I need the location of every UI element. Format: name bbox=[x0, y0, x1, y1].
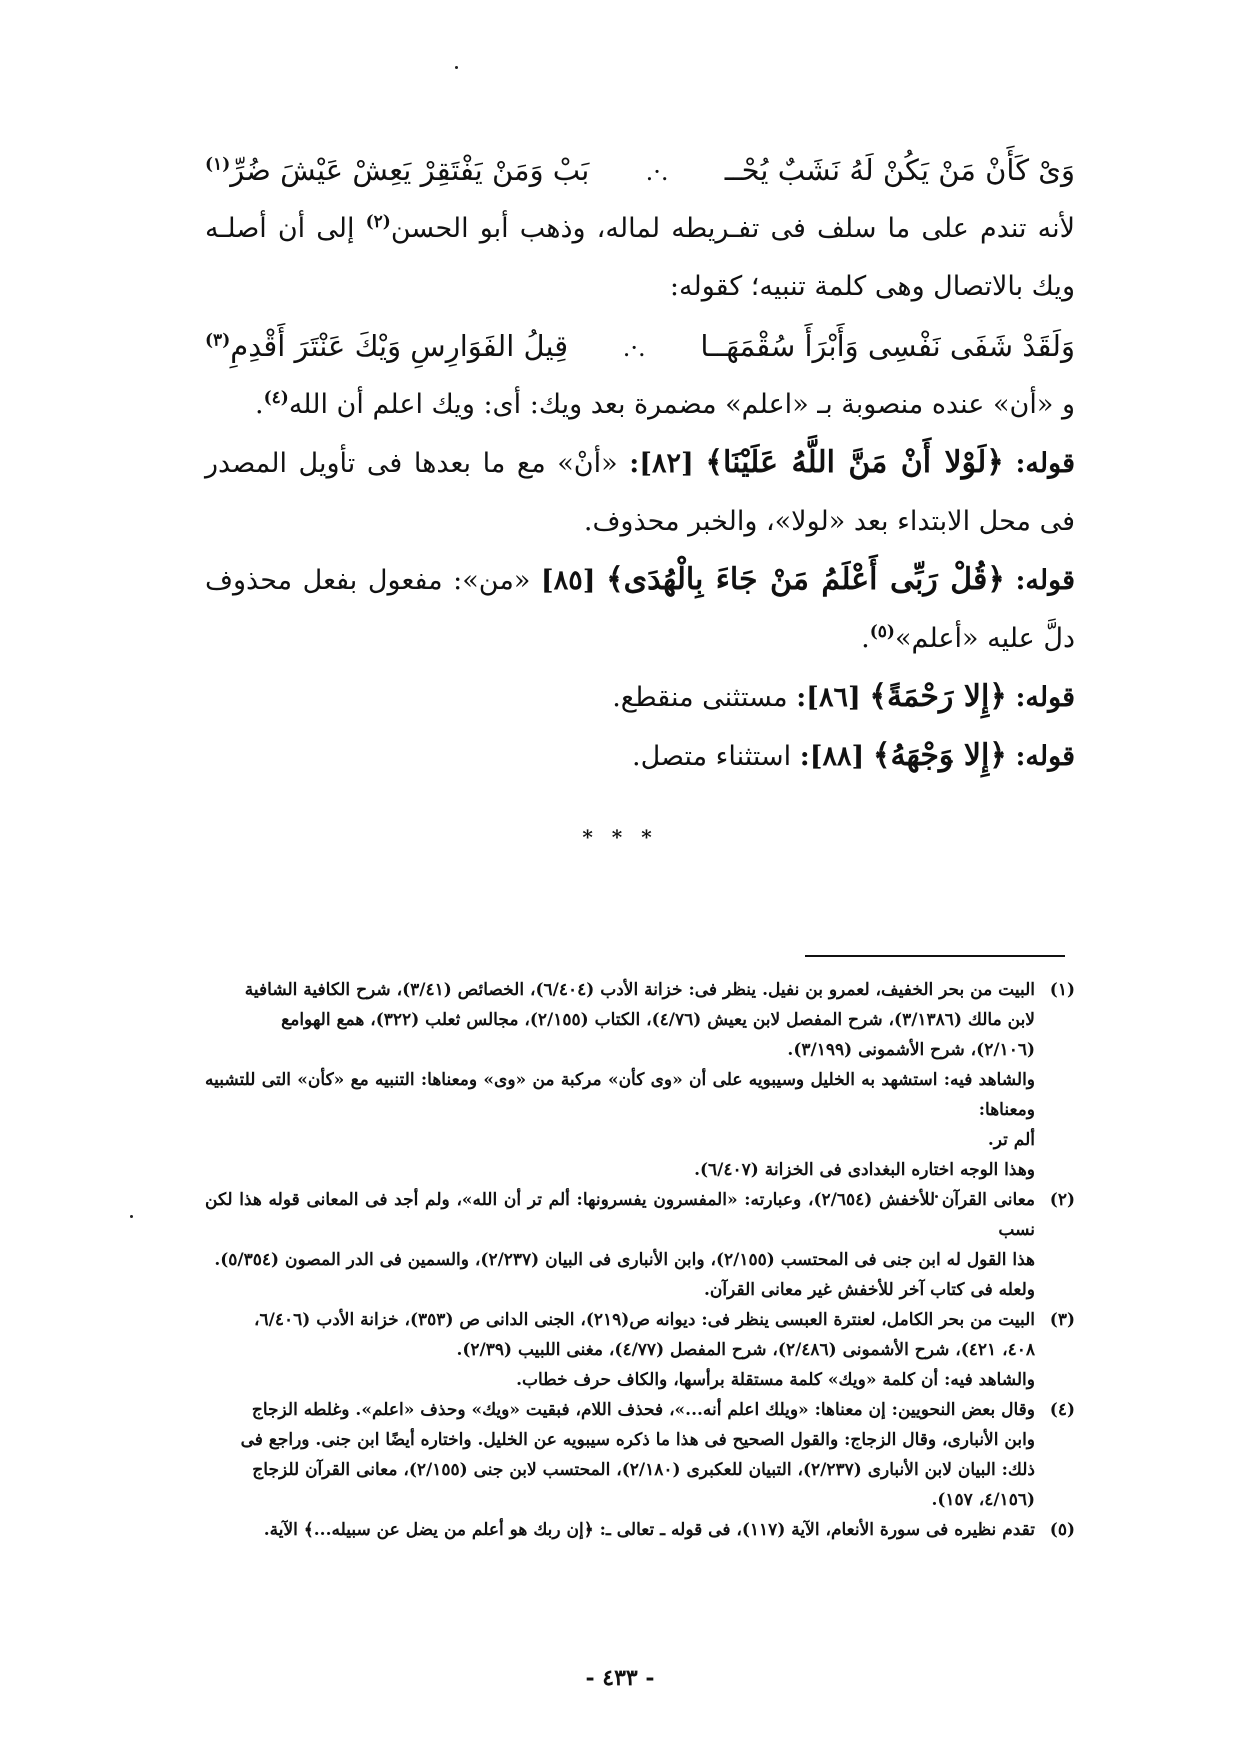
footnote-body bbox=[205, 1155, 1035, 1185]
paragraph-end: . bbox=[254, 389, 264, 420]
footnote-line: هذا القول له ابن جنى فى المحتسب (٢/١٥٥)، وابن الأنبارى فى البيان (٢/٢٣٧)، والسمين فى الدر المصون (٥/٣٥٤). bbox=[214, 1250, 1035, 1270]
footnote-line: وابن الأنبارى، وقال الزجاج: والقول الصحيح فى هذا ما ذكره سيبويه عن الخليل. واختاره أيضًا ابن جنى. وراجع فى bbox=[240, 1430, 1035, 1450]
paragraph-text: إلى أن أصلـه ويك بالاتصال وهى كلمة تنبيه؛ كقوله: bbox=[205, 213, 1075, 302]
footnote-marker: (٥) bbox=[869, 622, 895, 642]
paragraph-text: و «أن» عنده منصوبة بـ «اعلم» مضمرة بعد ويك: أى: ويك اعلم أن الله bbox=[288, 389, 1075, 420]
commentary-text: «أنْ» مع ما بعدها فى تأويل المصدر فى محل الابتداء بعد «لولا»، والخبر محذوف. bbox=[205, 448, 1075, 537]
footnote-number: (٣) bbox=[1049, 1310, 1075, 1330]
commentary-text: استثناء متصل. bbox=[632, 741, 800, 772]
quran-quote: ﴿إِلا وَجْهَهُ﴾ bbox=[872, 738, 1007, 773]
verse-separator: .·. bbox=[622, 334, 646, 362]
footnote-line: ٤٠٨، ٤٢١)، شرح الأشمونى (٢/٤٨٦)، شرح المفصل (٤/٧٧)، مغنى اللبيب (٢/٣٩). bbox=[456, 1340, 1035, 1360]
qawluhu-label: قوله: bbox=[1015, 448, 1075, 479]
footnote-1 bbox=[205, 975, 1075, 1065]
commentary-verse-82 bbox=[205, 434, 1075, 551]
verse-left-hemistich bbox=[205, 140, 589, 200]
paragraph-an bbox=[205, 376, 1075, 434]
footnote-line: البيت من بحر الخفيف، لعمرو بن نفيل. ينظر فى: خزانة الأدب (٦/٤٠٤)، الخصائص (٣/٤١)، شرح الكافية الشافية bbox=[244, 980, 1035, 1000]
footnote-line: لابن مالك (٣/١٣٨٦)، شرح المفصل لابن يعيش (٤/٧٦)، الكتاب (٢/١٥٥)، مجالس ثعلب (٣٢٢)، همع الهوامع bbox=[281, 1010, 1035, 1030]
footnote-marker: (٣) bbox=[205, 330, 231, 351]
verse-separator: .·. bbox=[645, 158, 669, 186]
paragraph-end: . bbox=[861, 623, 870, 654]
footnote-line: والشاهد فيه: استشهد به الخليل وسيبويه على أن «وى كأن» مركبة من «وى» ومعناها: التنبيه مع «كأن» التى للتشبيه ومعناها: bbox=[205, 1070, 1035, 1120]
footnote-rule bbox=[805, 955, 1065, 957]
poetry-verse-1 bbox=[205, 140, 1075, 200]
verse-right-hemistich: وَلَقَدْ شَفَى نَفْسِى وَأَبْرَأَ سُقْمَهَــا bbox=[700, 329, 1075, 363]
footnote-marker: (١) bbox=[205, 154, 231, 175]
footnote-number: (١) bbox=[1049, 980, 1075, 1000]
qawluhu-label: قوله: bbox=[1015, 741, 1075, 772]
footnote-number: (٢) bbox=[1049, 1190, 1075, 1210]
verse-reference: [٨٦]: bbox=[796, 682, 861, 713]
footnote-3 bbox=[205, 1305, 1075, 1365]
commentary-text: «من»: مفعول بفعل محذوف دلَّ عليه «أعلم» bbox=[205, 565, 1075, 654]
footnote-body bbox=[205, 1305, 1035, 1365]
scan-speck bbox=[455, 66, 458, 69]
footnote-marker: (٤) bbox=[263, 388, 289, 408]
commentary-verse-88 bbox=[205, 727, 1075, 786]
poetry-verse-2 bbox=[205, 316, 1075, 376]
verse-right-hemistich: وَىْ كَأَنْ مَنْ يَكُنْ لَهُ نَشَبٌ يُحْــ bbox=[724, 153, 1075, 187]
section-divider-asterisms: * * * bbox=[582, 825, 658, 849]
footnote-line: ألم تر. bbox=[987, 1130, 1035, 1150]
footnote-body bbox=[205, 1515, 1035, 1545]
footnote-number: (٥) bbox=[1049, 1520, 1075, 1540]
footnote-line: تقدم نظيره فى سورة الأنعام، الآية (١١٧)، فى قوله ـ تعالى ـ: ﴿إن ربك هو أعلم من يضل عن سبيله...﴾ الآية. bbox=[263, 1520, 1035, 1540]
footnote-body bbox=[205, 1065, 1035, 1155]
verse-reference: [٨٨]: bbox=[799, 741, 865, 772]
footnote-line: (٢/١٠٦)، شرح الأشمونى (٣/١٩٩). bbox=[787, 1040, 1035, 1060]
footnote-marker: (٢) bbox=[365, 212, 391, 232]
footnote-body bbox=[205, 975, 1035, 1065]
commentary-verse-86 bbox=[205, 668, 1075, 727]
footnote-line: ولعله فى كتاب آخر للأخفش غير معانى القرآن. bbox=[704, 1280, 1035, 1300]
qawluhu-label: قوله: bbox=[1015, 682, 1075, 713]
paragraph-text: لأنه تندم على ما سلف فى تفـريطه لماله، وذهب أبو الحسن bbox=[390, 213, 1076, 244]
footnote-5 bbox=[205, 1515, 1075, 1545]
verse-left-text: بَبْ وَمَنْ يَفْتَقِرْ يَعِشْ عَيْشَ ضُرِّ bbox=[230, 153, 590, 187]
verse-left-hemistich bbox=[205, 316, 568, 376]
footnotes bbox=[205, 975, 1075, 1545]
footnote-body bbox=[205, 1395, 1035, 1515]
footnote-3-witness bbox=[205, 1365, 1075, 1395]
page-number: - ٤٣٣ - bbox=[585, 1665, 655, 1691]
footnote-2 bbox=[205, 1185, 1075, 1305]
quran-quote: ﴿إِلا رَحْمَةً﴾ bbox=[869, 679, 1007, 714]
footnote-line: البيت من بحر الكامل، لعنترة العبسى ينظر فى: ديوانه ص(٢١٩)، الجنى الدانى ص (٣٥٣)، خزانة الأدب (٦/٤٠٦، bbox=[254, 1310, 1035, 1330]
footnote-4 bbox=[205, 1395, 1075, 1515]
footnote-body bbox=[205, 1185, 1035, 1305]
paragraph-wayka bbox=[205, 200, 1075, 316]
footnote-line: ذلك: البيان لابن الأنبارى (٢/٢٣٧)، التبيان للعكبرى (٢/١٨٠)، المحتسب لابن جنى (٢/١٥٥)، معانى القرآن للزجاج bbox=[252, 1460, 1035, 1480]
main-text bbox=[205, 140, 1075, 786]
commentary-verse-85 bbox=[205, 551, 1075, 668]
footnote-1-witness bbox=[205, 1065, 1075, 1155]
footnote-line: والشاهد فيه: أن كلمة «ويك» كلمة مستقلة برأسها، والكاف حرف خطاب. bbox=[516, 1370, 1035, 1390]
footnote-body bbox=[205, 1365, 1035, 1395]
footnote-line: وهذا الوجه اختاره البغدادى فى الخزانة (٦/٤٠٧). bbox=[694, 1160, 1035, 1180]
footnote-line: وقال بعض النحويين: إن معناها: «ويلك اعلم أنه...»، فحذف اللام، فبقيت «ويك» وحذف «اعلم». وغلطه الزجاج bbox=[251, 1400, 1035, 1420]
footnote-1-note bbox=[205, 1155, 1075, 1185]
footnote-line: (٤/١٥٦، ١٥٧). bbox=[931, 1490, 1035, 1510]
qawluhu-label: قوله: bbox=[1015, 565, 1075, 596]
quran-quote: ﴿لَوْلا أَنْ مَنَّ اللَّهُ عَلَيْنَا﴾ bbox=[705, 445, 1004, 480]
footnote-line: معانى القرآن للأخفش (٢/٦٥٤)، وعبارته: «المفسرون يفسرونها: ألم تر أن الله»، ولم أجد فى المعانى قوله هذا لكن نسب bbox=[205, 1190, 1035, 1240]
verse-reference: [٨٢]: bbox=[629, 448, 694, 479]
quran-quote: ﴿قُلْ رَبِّى أَعْلَمُ مَنْ جَاءَ بِالْهُدَى﴾ bbox=[606, 562, 1005, 597]
verse-reference: [٨٥] bbox=[540, 565, 596, 596]
footnote-number: (٤) bbox=[1049, 1400, 1075, 1420]
scan-speck bbox=[130, 1215, 133, 1218]
verse-left-text: قِيلُ الفَوَارِسِ وَيْكَ عَنْتَرَ أَقْدِمِ bbox=[230, 329, 569, 363]
commentary-text: مستثنى منقطع. bbox=[612, 682, 797, 713]
